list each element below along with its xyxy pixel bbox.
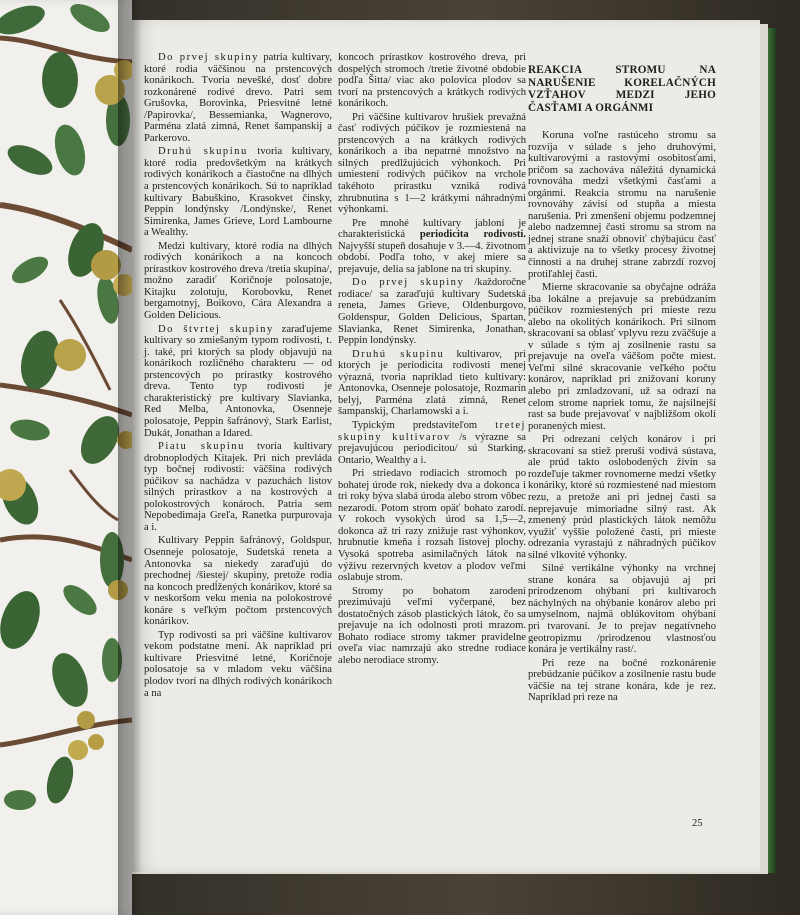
paragraph: Mierne skracovanie sa obyčajne odráža iba lokálne a prejavuje sa prebúdzaním púčikov rozmiestených pri mieste rezu alebo na okolitých konárikoch. Pri silnom skracovaní sa oblasť vplyvu rezu zväčšuje a v súlade s tým aj zosilnenie rastu sa prejavuje na oveľa väčšom počte miest. Veľmi silné skracovanie veľkého počtu konárov, napríklad pri znižovaní koruny alebo pri zmladzovaní, už sa odrazí na celom strome napriek tomu, že najsilnejší rast sa bude prejavovať v najbližšom okolí poranených miest.	[528, 282, 716, 432]
paragraph: Silné vertikálne výhonky na vrchnej strane konára sa objavujú aj pri prirodzenom ohýbaní pri kultivaroch náchylných na ohýbanie konárov alebo pri umyselnom, najmä oblúkovitom ohýbaní pri tvarovaní. Je to prejav negatívneho geotropizmu /prirodzenou vlastnosťou konára je vertikálny rast/.	[528, 563, 716, 656]
bold-term: periodicita rodivosti.	[419, 229, 527, 241]
emphasis: Druhú skupinu	[352, 348, 445, 360]
paragraph: Koruna voľne rastúceho stromu sa rozvíja v súlade s jeho druhovými, kultivarovými a rastovými osobitosťami, pričom sa zachováva náležitá dynamická rovnováha medzi všetkými časťami a orgánmi. Reakcia stromu na narušenie rovnováhy závisí od stupňa a miesta narušenia. Pri zmenšení objemu podzemnej alebo nadzemnej časti stromu sa strom na jednej strane snaží obnoviť chýbajúcu časť a aktivizuje na to všetky procesy životnej činnosti a na druhej strane zabrzdí rozvoj protiľahlej časti.	[528, 130, 716, 280]
paragraph: Pri väčšine kultivarov hrušiek prevažná časť rodivých púčikov je rozmiestená na prstencových a na krátkych rodivých konárikoch a iba nepatrné množstvo na silných predlžujúcich výhonkoch. Pri umiestení rodivých púčikov na vrchole takéhoto prírastku vzniká rodivá zhrubnutina s 1—2 krátkymi náhradnými výhonkami.	[338, 111, 526, 216]
emphasis: Druhú skupinu	[158, 146, 248, 158]
emphasis: Do prvej skupiny	[158, 52, 259, 63]
paragraph: Stromy po bohatom zarodení prezimúvajú veľmi vyčerpané, bez dostatočných zásob plastických látok, čo sa prejavuje na ich odolnosti proti mrazom. Bohato rodiace stromy takmer pravidelne oveľa viac namrzajú ako stredne rodiace alebo nerodiace stromy.	[338, 585, 526, 666]
page-number: 25	[692, 818, 703, 829]
paragraph: Druhú skupinu tvoria kultivary, ktoré rodia predovšetkým na krátkych rodivých konárikoch a čiastočne na dlhých a prstencových konárikoch. Sú to napríklad kultivary Babuškino, Krasokvet činsky, Peppin londýnsky /Londýnske/, Renet Simirenka, James Grieve, Lord Lambourne a Wealthy.	[144, 146, 332, 239]
paragraph: Do štvrtej skupiny zaraďujeme kultivary so zmiešaným typom rodivosti, t. j. také, pri ktorých sa plody objavujú na konárikoch rozličného charakteru — od prstencových po prírastky kostrového dreva. Tento typ rodivosti je charakteristický pre kultivary Slavianka, Red Melba, Antonovka, Osenneje polosatoje, Peppin šafránový, Stark Earlist, Dukát, Jonathan a Idared.	[144, 323, 332, 439]
paragraph: Typickým predstaviteľom tretej skupiny kultivarov /s výrazne sa prejavujúcou periodicitou/ sú Starking, Ontario, Wealthy a i.	[338, 419, 526, 466]
paragraph: Pri reze na bočné rozkonárenie prebúdzanie púčikov a zosilnenie rastu bude väčšie na tej strane konára, kde je rez. Napríklad pri reze na	[528, 657, 716, 704]
emphasis: Piatu skupinu	[158, 441, 245, 453]
apple-branch-illustration	[0, 0, 132, 915]
left-page-illustration	[0, 0, 132, 915]
paragraph: Pre mnohé kultivary jabloní je charakteristická periodicita rodivosti. Najvyšší stupeň dosahuje v 3.—4. životnom období. Podľa toho, v akej miere sa prejavuje, delia sa jablone na tri skupiny.	[338, 217, 527, 275]
emphasis: Do prvej skupiny	[352, 277, 465, 289]
paragraph: koncoch prírastkov kostrového dreva, pri dospelých stromoch /tretie životné obdobie podľa Šitta/ viac ako polovica plodov sa tvorí na prstencových a krátkych rodivých konárikoch.	[338, 52, 526, 110]
gutter-shadow	[118, 0, 142, 915]
text-column-3	[528, 64, 716, 706]
paragraph: Typ rodivosti sa pri väčšine kultivarov vekom podstatne mení. Ak napríklad pri kultivare Priesvitné letné, Koričnoje polosatoje sa v mladom veku väčšina plodov tvorí na dlhých rodivých konárikoch a na	[144, 629, 332, 699]
emphasis: tretej skupiny kultivarov	[338, 419, 526, 443]
paragraph: Pri striedavo rodiacich stromoch po bohatej úrode rok, niekedy dva a dokonca i tri roky býva slabá úroda alebo strom vôbec nezarodí. Potom strom opäť bohato zarodí. V rokoch vysokých úrod sa 1,5—2, dokonca až tri razy znižuje rast výhonkov, hrubnutie kmeňa i rozsah listovej plochy. Vysoká spotreba asimilačných látok na výživu rezervných kvetov a plodov veľmi oslabuje strom.	[338, 468, 526, 584]
emphasis: Do štvrtej skupiny	[158, 323, 274, 335]
paragraph: Do prvej skupiny patria kultivary, ktoré rodia väčšinou na prstencových konárikoch. Tvoria nevešké, dosť dobre rozkonárené rodivé drevo. Patri sem Grušovka, Borovinka, Priesvitné letné /Papirovka/, Bessemianka, Wagnerovo, Parména zlatá zimná, Renet šampanskij a Parkerovo.	[144, 52, 332, 144]
text-column-2	[338, 52, 526, 668]
paragraph: Druhú skupinu kultivarov, pri ktorých je periodicita rodivosti menej výrazná, tvoria napríklad tieto kultivary: Antonovka, Osenneje polosatoje, Rozmarín belyj, Parména zlatá zimná, Renet šampanskij, Charlamowski a i.	[338, 348, 526, 418]
text-column-1	[144, 52, 332, 701]
paragraph: Do prvej skupiny /každoročne rodiace/ sa zaraďujú kultivary Sudetská reneta, James Grieve, Oldenburgovo, Goldenspur, Golden Delicious, Spartan, Slavianka, Renet Simirenka, Jonathan, Peppin londýnsky.	[338, 277, 527, 347]
paragraph: Piatu skupinu tvoria kultivary drobnoplodých Kitajek. Pri nich prevláda typ bočnej rodivosti: väčšina rodivých púčikov sa nachádza v pazuchách listov silných prírastkov a na kostrových a polokostrových konároch. Patria sem Nepobedimaja Greľa, Ranetka purpurovaja a i.	[144, 441, 332, 533]
paragraph: Pri odrezaní celých konárov i pri skracovaní sa stiež preruší vodivá sústava, ale prúd takto oslobodených živín sa rozdeľuje takmer rovnomerne medzi všetky konáriky, ktoré sú rozmiestené nad miestom rezu, a pretože ani pri jednej časti sa neprejavuje mimoriadne silný rast. Ak zmenený prúd plastických látok nemôžu využiť vyššie položené časti, pri mieste odrezania vyrastajú z náhradných púčikov silné vlkovité výhonky.	[528, 434, 716, 561]
paragraph: Medzi kultivary, ktoré rodia na dlhých rodivých konárikoch a na koncoch prírastkov kostrového dreva /tretia skupina/, možno zaradiť Koričnoje polosatoje, Kitajku zolotuju, Korobovku, Renet bergamotnyj, Boikovo, Cára Alexandra a Golden Delicious.	[144, 240, 332, 322]
section-heading: REAKCIA STROMU NA NARUŠENIE KORELAČNÝCH VZŤAHOV MEDZI JEHO ČASŤAMI A ORGÁNMI	[528, 64, 716, 114]
paragraph: Kultivary Peppin šafránový, Goldspur, Osenneje polosatoje, Sudetská reneta a Antonovka sa niekedy zaraďujú do prechodnej /šiestej/ skupiny, pretože rodia na koncoch predĺžených konárikov, ktoré sa v neskoršom veku menia na polokostrové konáre s veľkým počtom prstencových konárikov.	[144, 535, 332, 628]
